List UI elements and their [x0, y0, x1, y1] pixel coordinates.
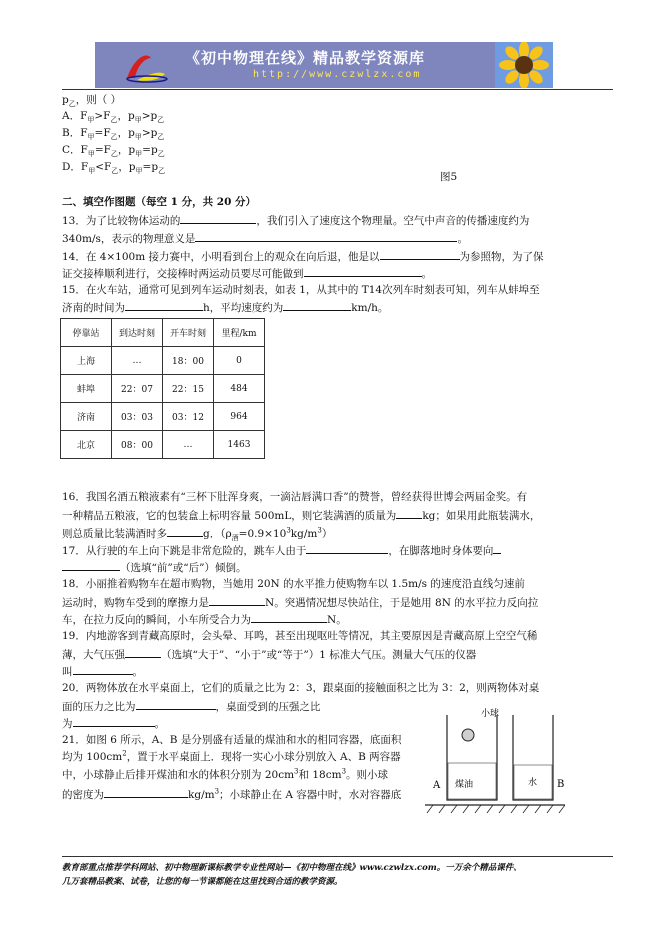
q14-line1: 14．在 4×100m 接力赛中，小明看到台上的观众在向后退，他是以 为参照物，为了保 — [62, 251, 544, 263]
table-cell: 22：15 — [163, 375, 214, 403]
table-row — [61, 347, 265, 375]
q18-line2: 运动时，购物车受到的摩擦力是 N。突遇情况想尽快站住，于是她用 8N 的水平拉力反向拉 — [62, 597, 539, 609]
q19-line2: 薄，大气压强 （选填“大于”、“小于”或“等于”）1 标准大气压。测量大气压的仪器 — [62, 649, 477, 661]
q18-line1: 18．小丽推着购物车在超市购物，当她用 20N 的水平推力使购物车以 1.5m/s 的速度沿直线匀速前 — [62, 578, 525, 590]
table-header-row — [61, 319, 265, 347]
container-a-label: A — [433, 780, 441, 791]
footer-line2: 几万套精品教案、试卷，让您的每一节课都能在这里找到合适的教学资源。 — [62, 877, 343, 887]
q21-blank-1[interactable] — [104, 787, 188, 798]
q17-line1: 17．从行驶的车上向下跳是非常危险的，跳车人由于 ，在脚落地时身体要向 — [62, 543, 501, 558]
q13-line2: 340m/s，表示的物理意义是 。 — [62, 233, 468, 245]
q19-line3: 叫 。 — [62, 666, 143, 678]
table-row — [61, 403, 265, 431]
q16-line3: 则总质量比装满酒时多 g．$(\rho_酒=0.9\times 10^3kg/m^3)$ — [62, 526, 333, 543]
ball-icon — [462, 729, 474, 741]
table-header-cell: 停靠站 — [61, 319, 112, 347]
q17-line2: （选填“前”或“后”）倾倒。 — [62, 560, 246, 575]
q21-line2: 均为 $100cm^2$，置于水平桌面上．现将一实心小球分别放入 A、B 两容器 — [62, 749, 401, 763]
q18-blank-2[interactable] — [251, 612, 327, 623]
q12-option-a: A．$F_甲>F_乙$，$p_甲>p_乙$ — [62, 110, 165, 125]
q20-line2: 面的压力之比为 ，桌面受到的压强之比 — [62, 701, 321, 713]
liquid-a-label: 煤油 — [455, 780, 474, 790]
q16-blank-1[interactable] — [396, 508, 422, 519]
banner-url[interactable]: http://www.czwlzx.com — [253, 69, 422, 80]
q15-line1: 15．在火车站，通常可见到列车运动时刻表，如表 1，从其中的 T14次列车时刻表可知，列车从蚌埠至 — [62, 284, 540, 296]
q14-blank-2[interactable] — [304, 266, 422, 277]
q13-line1: 13．为了比较物体运动的 ，我们引入了速度这个物理量。空气中声音的传播速度约为 — [62, 215, 530, 227]
q17-blank-2[interactable] — [493, 543, 501, 554]
q17-blank-3[interactable] — [62, 560, 120, 571]
q12-option-c: C．$F_甲=F_乙$，$p_甲=p_乙$ — [62, 144, 165, 159]
q20-blank-2[interactable] — [73, 716, 155, 727]
table-cell: 03：03 — [112, 403, 163, 431]
ball-label: 小球 — [481, 709, 500, 719]
q20-line1: 20．两物体放在水平桌面上，它们的质量之比为 2：3，跟桌面的接触面积之比为 3：2，则两物体对桌 — [62, 682, 540, 694]
table-cell: 北京 — [61, 431, 112, 459]
q15-blank-2[interactable] — [283, 300, 351, 311]
table-cell: 08：00 — [112, 431, 163, 459]
q14-blank-1[interactable] — [380, 249, 460, 260]
q12-stem: $p_乙$，则（ ） — [62, 94, 122, 109]
figure-6-containers — [425, 705, 565, 825]
q15-line2: 济南的时间为 h，平均速度约为 km/h。 — [62, 302, 389, 314]
q16-line1: 16．我国名酒五粮液素有“三杯下肚浑身爽，一滴沾唇满口香”的赞誉，曾经获得世博会两届金奖。有 — [62, 491, 528, 503]
footer-line1: 教育部重点推荐学科网站、初中物理新课标教学专业性网站—《初中物理在线》www.czwlzx.com。一万余个精品课件、 — [62, 863, 522, 873]
table-cell: 0 — [214, 347, 265, 375]
table-cell: 484 — [214, 375, 265, 403]
site-logo-icon — [117, 48, 173, 84]
q21-line4: 的密度为 $kg/m^3$；小球静止在 A 容器中时，水对容器底 — [62, 787, 402, 801]
table-row — [61, 375, 265, 403]
q12-option-b: B．$F_甲=F_乙$，$p_甲>p_乙$ — [62, 127, 165, 142]
q13-blank-2[interactable] — [195, 231, 457, 242]
liquid-b-label: 水 — [528, 778, 538, 788]
q15-blank-1[interactable] — [125, 300, 203, 311]
header-banner — [95, 42, 553, 88]
q16-line2: 一种精品五粮液，它的包装盒上标明容量 500mL，则它装满酒的质量为 kg；如果用此瓶装满水， — [62, 510, 541, 522]
q19-line1: 19．内地游客到青藏高原时，会头晕、耳鸣，甚至出现呕吐等情况，其主要原因是青藏高原上空空气稀 — [62, 630, 538, 642]
table-row — [61, 431, 265, 459]
q21-line3: 中，小球静止后排开煤油和水的体积分别为 $20cm^3$和 $18cm^3$。则小球 — [62, 767, 389, 781]
table-header-cell: 到达时刻 — [112, 319, 163, 347]
container-b-label: B — [557, 779, 565, 790]
table-cell: 22：07 — [112, 375, 163, 403]
q12-option-d: D．$F_甲<F_乙$，$p_甲=p_乙$ — [62, 161, 166, 176]
footer-divider — [62, 856, 613, 857]
train-timetable — [60, 318, 265, 459]
table-cell: 蚌埠 — [61, 375, 112, 403]
q18-blank-1[interactable] — [209, 595, 265, 606]
table-cell: … — [163, 431, 214, 459]
q21-line1: 21．如图 6 所示，A、B 是分别盛有适量的煤油和水的相同容器，底面积 — [62, 734, 402, 746]
q19-blank-2[interactable] — [73, 664, 133, 675]
sunflower-icon — [495, 42, 553, 88]
table-cell: 上海 — [61, 347, 112, 375]
table-cell: 18：00 — [163, 347, 214, 375]
q16-blank-2[interactable] — [167, 526, 203, 537]
table-hatch — [427, 805, 565, 813]
table-cell: 1463 — [214, 431, 265, 459]
section-heading: 二、填空作图题（每空 1 分，共 20 分） — [62, 196, 257, 208]
table-cell: 济南 — [61, 403, 112, 431]
q13-blank-1[interactable] — [180, 213, 256, 224]
table-cell: 03：12 — [163, 403, 214, 431]
table-header-cell: 开车时刻 — [163, 319, 214, 347]
figure-5-label: 图5 — [440, 171, 458, 183]
q14-line2: 证交接棒顺利进行，交接棒时两运动员要尽可能做到 。 — [62, 268, 432, 280]
q20-line3: 为 。 — [62, 718, 165, 730]
q18-line3: 车，在拉力反向的瞬间，小车所受合力为 N。 — [62, 614, 347, 626]
table-header-cell: 里程/km — [214, 319, 265, 347]
q20-blank-1[interactable] — [136, 699, 216, 710]
table-cell: 964 — [214, 403, 265, 431]
header-divider — [62, 89, 613, 90]
table-cell: … — [112, 347, 163, 375]
q17-blank-1[interactable] — [306, 543, 388, 554]
banner-title: 《初中物理在线》精品教学资源库 — [185, 49, 426, 67]
q19-blank-1[interactable] — [125, 647, 161, 658]
